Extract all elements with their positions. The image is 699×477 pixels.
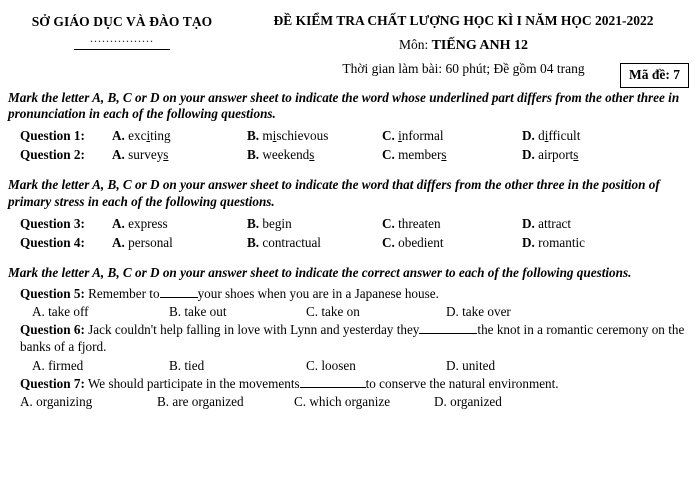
option-letter: C. <box>382 128 395 144</box>
option-letter: D. <box>522 128 535 144</box>
option-letter: D. <box>522 215 535 231</box>
option-a[interactable] <box>112 126 247 145</box>
question-label: Question 2: <box>20 147 85 163</box>
option-row <box>8 392 689 411</box>
option-letter: A. <box>112 234 125 250</box>
question-stem <box>8 285 689 302</box>
question-row <box>8 233 689 252</box>
subject-line <box>236 37 691 54</box>
option-letter: A. <box>112 215 125 231</box>
option-d[interactable] <box>446 356 689 375</box>
document-body <box>0 90 699 411</box>
option-letter: C. <box>382 215 395 231</box>
option-text: D. united <box>446 357 496 373</box>
document-header <box>0 0 699 77</box>
option-text: A. firmed <box>32 357 84 373</box>
question-stem <box>8 321 689 355</box>
organization-name: SỞ GIÁO DỤC VÀ ĐÀO TẠO <box>31 14 213 29</box>
question-label: Question 5: <box>20 286 85 302</box>
question-label: Question 1: <box>20 128 85 144</box>
option-c[interactable] <box>306 302 446 321</box>
question-label: Question 6: <box>20 322 85 338</box>
stem-after: your shoes when you are in a Japanese house. <box>197 286 439 302</box>
option-text: mischievous <box>262 128 329 144</box>
question-row <box>8 145 689 164</box>
option-text: attract <box>538 215 572 231</box>
question-row <box>8 126 689 145</box>
option-c[interactable] <box>382 214 522 233</box>
option-text: C. take on <box>306 304 360 320</box>
option-d[interactable] <box>446 302 689 321</box>
instruction-stress: Mark the letter A, B, C or D on your answer sheet to indicate the word that differs from the other three in the position of primary stress in each of the following questions. <box>8 177 660 209</box>
option-d[interactable] <box>434 392 689 411</box>
option-a[interactable] <box>32 302 169 321</box>
stem-before: Remember to <box>88 286 160 302</box>
instruction-correct-answer: Mark the letter A, B, C or D on your answer sheet to indicate the correct answer to each of the following questions. <box>8 264 632 280</box>
option-a[interactable] <box>32 356 169 375</box>
option-b[interactable] <box>157 392 294 411</box>
question-label: Question 3: <box>20 215 85 231</box>
option-letter: C. <box>382 234 395 250</box>
option-text: difficult <box>538 128 581 144</box>
option-text: D. take over <box>446 304 511 320</box>
option-text: threaten <box>398 215 441 231</box>
option-text: personal <box>128 234 173 250</box>
option-b[interactable] <box>247 145 382 164</box>
option-letter: C. <box>382 147 395 163</box>
option-text: begin <box>262 215 292 231</box>
option-text: surveys <box>128 147 169 163</box>
option-letter: B. <box>247 128 260 144</box>
header-left-block <box>8 10 236 50</box>
stem-before: Jack couldn't help falling in love with Lynn and yesterday they <box>88 322 420 338</box>
option-text: B. tied <box>169 357 205 373</box>
option-text: exciting <box>128 128 171 144</box>
option-b[interactable] <box>247 126 382 145</box>
subject-value: TIẾNG ANH 12 <box>431 38 529 53</box>
exam-code-badge: Mã đề: 7 <box>620 63 689 88</box>
option-letter: D. <box>522 234 535 250</box>
option-text: contractual <box>262 234 321 250</box>
answer-blank <box>300 376 366 388</box>
subject-label: Môn: <box>398 37 429 52</box>
option-d[interactable] <box>522 214 689 233</box>
option-text: D. organized <box>434 393 502 409</box>
page-title: ĐỀ KIỂM TRA CHẤT LƯỢNG HỌC KÌ I NĂM HỌC 2021-2022 <box>273 13 654 28</box>
organization-blank-dots: ................ <box>90 31 154 45</box>
option-text: informal <box>398 128 444 144</box>
option-b[interactable] <box>247 233 382 252</box>
option-c[interactable] <box>382 145 522 164</box>
option-d[interactable] <box>522 145 689 164</box>
stem-before: We should participate in the movements <box>87 375 300 391</box>
option-text: B. take out <box>169 304 227 320</box>
question-label: Question 4: <box>20 234 85 250</box>
option-row <box>8 356 689 375</box>
option-a[interactable] <box>112 233 247 252</box>
option-d[interactable] <box>522 126 689 145</box>
option-row <box>8 302 689 321</box>
option-a[interactable] <box>112 214 247 233</box>
option-text: weekends <box>262 147 315 163</box>
option-text: romantic <box>538 234 585 250</box>
option-c[interactable] <box>382 233 522 252</box>
answer-blank <box>160 286 198 298</box>
answer-blank <box>419 322 477 334</box>
question-label: Question 7: <box>20 375 85 391</box>
option-letter: B. <box>247 234 260 250</box>
instruction-pronunciation: Mark the letter A, B, C or D on your answer sheet to indicate the word whose underlined part differs from the other three in pronunciation in each of the following questions. <box>8 90 680 122</box>
option-b[interactable] <box>169 302 306 321</box>
option-letter: A. <box>112 147 125 163</box>
option-d[interactable] <box>522 233 689 252</box>
timing-line: Thời gian làm bài: 60 phút; Đề gồm 04 trang <box>342 61 585 76</box>
option-text: express <box>128 215 168 231</box>
option-letter: D. <box>522 147 535 163</box>
header-divider-rule <box>74 49 170 50</box>
question-stem <box>8 375 689 392</box>
option-c[interactable] <box>382 126 522 145</box>
option-letter: B. <box>247 147 260 163</box>
option-text: A. organizing <box>20 393 93 409</box>
option-a[interactable] <box>20 392 157 411</box>
option-c[interactable] <box>306 356 446 375</box>
option-c[interactable] <box>294 392 434 411</box>
option-b[interactable] <box>169 356 306 375</box>
option-b[interactable] <box>247 214 382 233</box>
option-text: A. take off <box>32 304 89 320</box>
question-row <box>8 214 689 233</box>
option-text: C. loosen <box>306 357 356 373</box>
option-a[interactable] <box>112 145 247 164</box>
option-text: airports <box>538 147 579 163</box>
option-text: members <box>398 147 447 163</box>
option-letter: A. <box>112 128 125 144</box>
stem-after: to conserve the natural environment. <box>365 375 559 391</box>
option-letter: B. <box>247 215 260 231</box>
stem-after: the knot in a romantic ceremony on the banks of a fjord. <box>20 322 685 355</box>
option-text: C. which organize <box>294 393 391 409</box>
option-text: obedient <box>398 234 444 250</box>
option-text: B. are organized <box>157 393 244 409</box>
